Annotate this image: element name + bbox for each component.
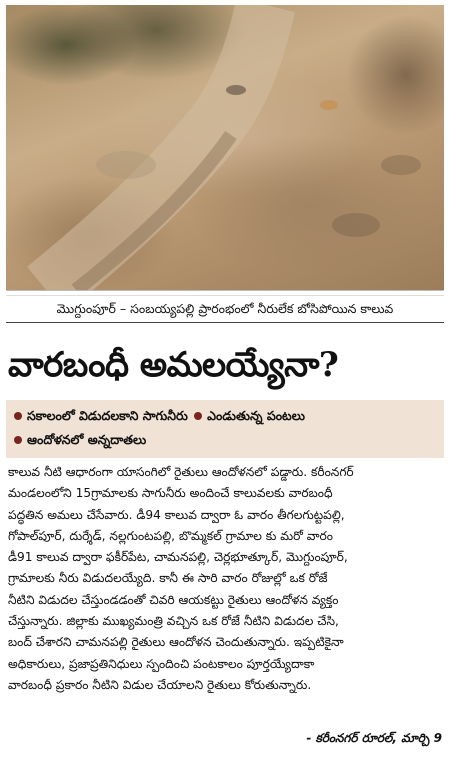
body-line: డీ91 కాలువ ద్వారా ఫకీర్‌పేట, చామనపల్లి, చెర్లభూత్కూర్‌, మొగ్దుంపూర్‌, — [8, 550, 348, 565]
body-line: గ్రామాలకు నీరు విడుదలయ్యేది. కానీ ఈ సారి వారం రోజుల్లో ఒక రోజే — [8, 571, 328, 586]
body-line: వారబంధీ ప్రకారం నీటిని విడుల చేయాలని రైతులు కోరుతున్నారు. — [8, 677, 312, 692]
news-photo — [6, 5, 444, 291]
body-line: బంద్‌ చేశారని చామనపల్లి రైతులు ఆందోళన చెందుతున్నారు. ఇప్పటికైనా — [8, 635, 344, 650]
bullet-icon — [14, 412, 22, 420]
highlight-row-2 — [12, 428, 438, 452]
bullet-icon — [194, 412, 202, 420]
dateline: - కరీంనగర్‌ రూరల్‌, మార్చి 9 — [306, 731, 442, 745]
body-line: గోపాల్‌పూర్‌, దుర్శేడ్‌, నల్లగుంటపల్లి, బొమ్మకల్‌ గ్రామాల కు మరో వారం — [8, 528, 333, 543]
body-line: అధికారులు, ప్రజాప్రతినిధులు స్పందించి పంటకాలం పూర్తయ్యేదాకా — [8, 656, 315, 671]
highlight-row-1 — [12, 404, 438, 428]
highlight-item-1: సకాలంలో విడుదలకాని సాగునీరు — [27, 408, 188, 423]
bullet-icon — [14, 436, 22, 444]
highlights-box — [6, 400, 444, 458]
body-line: కాలువ నీటి ఆధారంగా యాసంగిలో రైతులు ఆందోళనలో పడ్డారు. కరీంనగర్‌ — [8, 465, 354, 479]
body-line: చేస్తున్నారు. జిల్లాకు ముఖ్యమంత్రి వచ్చిన ఒక రోజే నీటిని విడుదల చేసి, — [8, 614, 339, 629]
body-line: పద్ధతిన అమలు చేసేవారు. డీ94 కాలువ ద్వారా ఓ వారం తీగలగుట్టపల్లి, — [8, 507, 345, 522]
headline: వారబంధీ అమలయ్యేనా? — [8, 345, 339, 385]
highlight-item-2: ఎండుతున్న పంటలు — [207, 408, 305, 423]
dry-canal-photo-icon — [6, 5, 444, 290]
photo-caption: మొగ్దుంపూర్‌ – సంబయ్యపల్లి ప్రారంభంలో నీరులేక బోసిపోయిన కాలువ — [6, 295, 444, 323]
body-line: నీటిని విడుదల చేస్తుండడంతో చివరి ఆయకట్టు రైతులు ఆందోళన వ్యక్తం — [8, 592, 339, 607]
highlight-item-3: ఆందోళనలో అన్నదాతలు — [27, 432, 147, 447]
article-body — [8, 462, 442, 718]
body-line: మండలంలోని 15గ్రామాలకు సాగునీరు అందించే కాలువలకు వారబంధీ — [8, 486, 333, 501]
